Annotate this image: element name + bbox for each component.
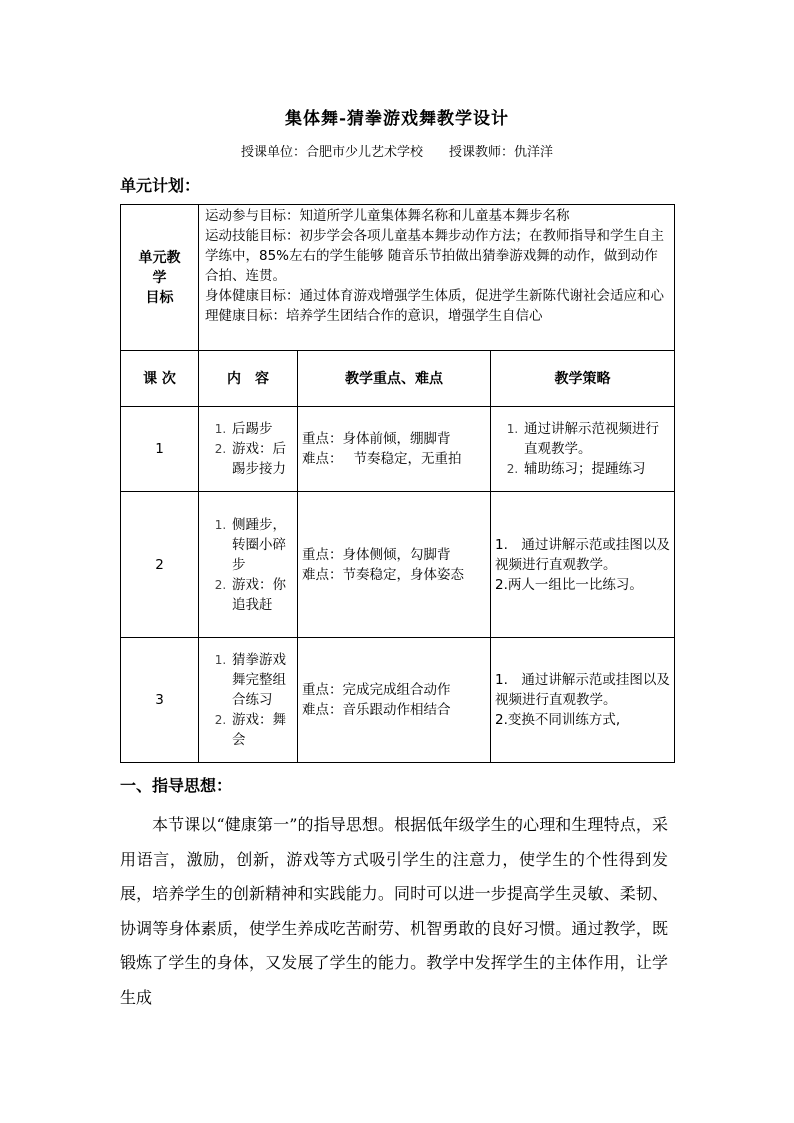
list-item: 1. 通过讲解示范或挂图以及视频进行直观教学。 <box>495 536 670 573</box>
list-item: 2.两人一组比一比练习。 <box>495 576 643 593</box>
goal-skill: 运动技能目标：初步学会各项儿童基本舞步动作方法；在教师指导和学生自主学练中，85%左右的学生能够 随音乐节拍做出猜拳游戏舞的动作，做到动作合拍、连贯。 <box>205 228 664 284</box>
unit-goals-heading: 单元教 学 目标 <box>121 205 199 351</box>
list-item: 1. 后踢步 <box>230 419 293 439</box>
list-item: 1. 猜拳游戏舞完整组合练习 <box>230 650 293 710</box>
lesson-number: 2 <box>121 492 199 638</box>
table-row <box>121 638 675 763</box>
lesson-strategy <box>491 407 675 492</box>
header-strategy: 教学策略 <box>491 351 675 407</box>
lesson-strategy <box>491 638 675 763</box>
header-content: 内 容 <box>199 351 298 407</box>
unit-plan-table <box>120 204 675 763</box>
lesson-key-points: 重点：身体侧倾，勾脚背 难点：节奏稳定，身体姿态 <box>298 492 491 638</box>
table-row <box>121 492 675 638</box>
list-item: 1. 侧踵步，转圈小碎步 <box>230 515 293 575</box>
guiding-thought-body <box>120 808 668 1016</box>
subtitle <box>0 141 794 160</box>
guiding-thought-paragraph: 本节课以“健康第一”的指导思想。根据低年级学生的心理和生理特点，采用语言，激励，创新，游戏等方式吸引学生的注意力，使学生的个性得到发展，培养学生的创新精神和实践能力。同时可以进一步提高学生灵敏、柔韧、协调等身体素质，使学生养成吃苦耐劳、机智勇敢的良好习惯。通过教学，既锻炼了学生的身体，又发展了学生的能力。教学中发挥学生的主体作用，让学生成 <box>120 815 668 1007</box>
list-item: 2. 游戏：舞会 <box>230 710 293 750</box>
table-row <box>121 407 675 492</box>
page-title: 集体舞-猜拳游戏舞教学设计 <box>284 109 510 129</box>
goal-participation: 运动参与目标：知道所学儿童集体舞名称和儿童基本舞步名称 <box>205 208 570 224</box>
table-header-row <box>121 351 675 407</box>
list-item: 2. 游戏：你追我赶 <box>230 575 293 615</box>
header-lesson: 课 次 <box>121 351 199 407</box>
goal-health: 身体健康目标：通过体育游戏增强学生体质，促进学生新陈代谢社会适应和心理健康目标：培养学生团结合作的意识，增强学生自信心 <box>205 288 664 324</box>
list-item: 2. 游戏：后踢步接力 <box>230 439 293 479</box>
lesson-content <box>199 638 298 763</box>
teacher-name: 授课教师：仇洋洋 <box>449 145 554 160</box>
header-key-points: 教学重点、难点 <box>298 351 491 407</box>
lesson-strategy <box>491 492 675 638</box>
lesson-key-points: 重点：身体前倾，绷脚背 难点： 节奏稳定，无重拍 <box>298 407 491 492</box>
list-item: 1. 通过讲解示范或挂图以及视频进行直观教学。 <box>495 672 670 708</box>
list-item: 2. 辅助练习；提踵练习 <box>522 459 670 479</box>
section-unit-plan: 单元计划： <box>120 176 201 195</box>
lesson-content <box>199 407 298 492</box>
lesson-number: 1 <box>121 407 199 492</box>
section-guiding-thought: 一、指导思想： <box>120 776 233 795</box>
unit-goals-text <box>199 205 675 351</box>
teaching-unit: 授课单位：合肥市少儿艺术学校 <box>240 145 423 160</box>
list-item: 2.变换不同训练方式, <box>495 712 621 728</box>
lesson-key-points: 重点：完成完成组合动作 难点：音乐跟动作相结合 <box>298 638 491 763</box>
unit-goals-row <box>121 205 675 351</box>
lesson-content <box>199 492 298 638</box>
lesson-number: 3 <box>121 638 199 763</box>
list-item: 1. 通过讲解示范视频进行直观教学。 <box>522 419 670 459</box>
